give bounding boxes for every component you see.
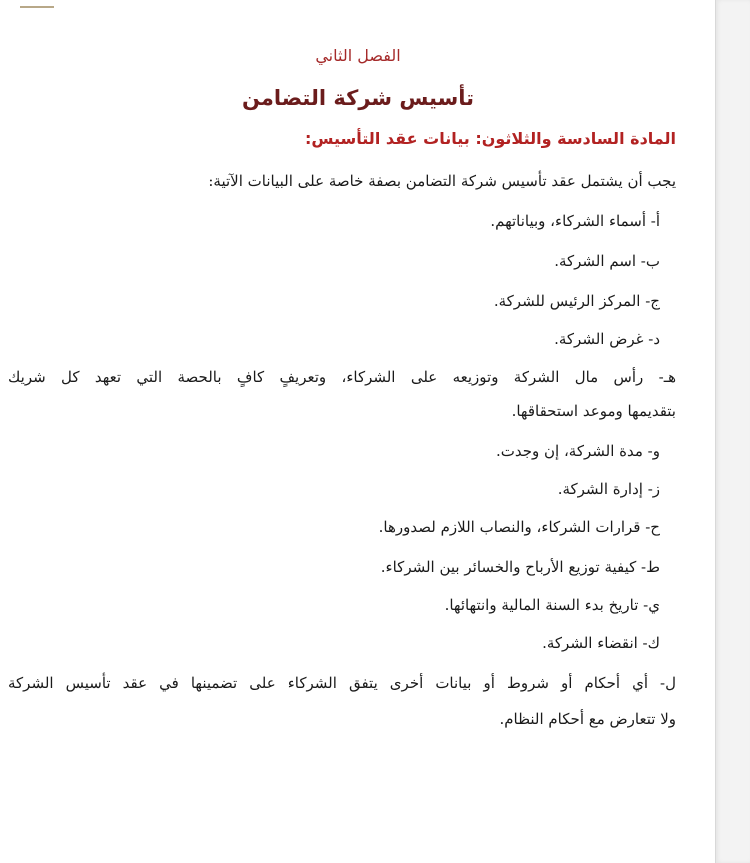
list-item-c: ج- المركز الرئيس للشركة. [493, 292, 660, 310]
list-item-e-line-2: بتقديمها وموعد استحقاقها. [511, 402, 676, 420]
intro-text: يجب أن يشتمل عقد تأسيس شركة التضامن بصفة خاصة على البيانات الآتية: [208, 172, 676, 190]
list-item-i: ط- كيفية توزيع الأرباح والخسائر بين الشركاء. [380, 558, 660, 576]
page-ornament [20, 0, 54, 8]
previous-page-fragment [0, 0, 716, 10]
list-item-g: ز- إدارة الشركة. [557, 480, 660, 498]
list-item-k: ك- انقضاء الشركة. [542, 634, 660, 652]
list-item-l-line-1: ل- أي أحكام أو شروط أو بيانات أخرى يتفق الشركاء على تضمينها في عقد تأسيس الشركة [8, 674, 676, 692]
list-item-j: ي- تاريخ بدء السنة المالية وانتهائها. [444, 596, 660, 614]
chapter-label: الفصل الثاني [315, 46, 401, 65]
scrollbar[interactable] [715, 0, 750, 863]
list-item-l-line-2: ولا تتعارض مع أحكام النظام. [499, 710, 676, 728]
list-item-h: ح- قرارات الشركاء، والنصاب اللازم لصدورها. [378, 518, 660, 536]
list-item-d: د- غرض الشركة. [554, 330, 660, 348]
list-item-e-line-1: هـ- رأس مال الشركة وتوزيعه على الشركاء، وتعريفٍ كافٍ بالحصة التي تعهد كل شريك [8, 368, 676, 386]
list-item-f: و- مدة الشركة، إن وجدت. [495, 442, 660, 460]
chapter-title: تأسيس شركة التضامن [241, 86, 475, 110]
list-item-b: ب- اسم الشركة. [554, 252, 660, 270]
article-heading: المادة السادسة والثلاثون: بيانات عقد التأسيس: [304, 129, 676, 148]
list-item-a: أ- أسماء الشركاء، وبياناتهم. [490, 212, 660, 230]
